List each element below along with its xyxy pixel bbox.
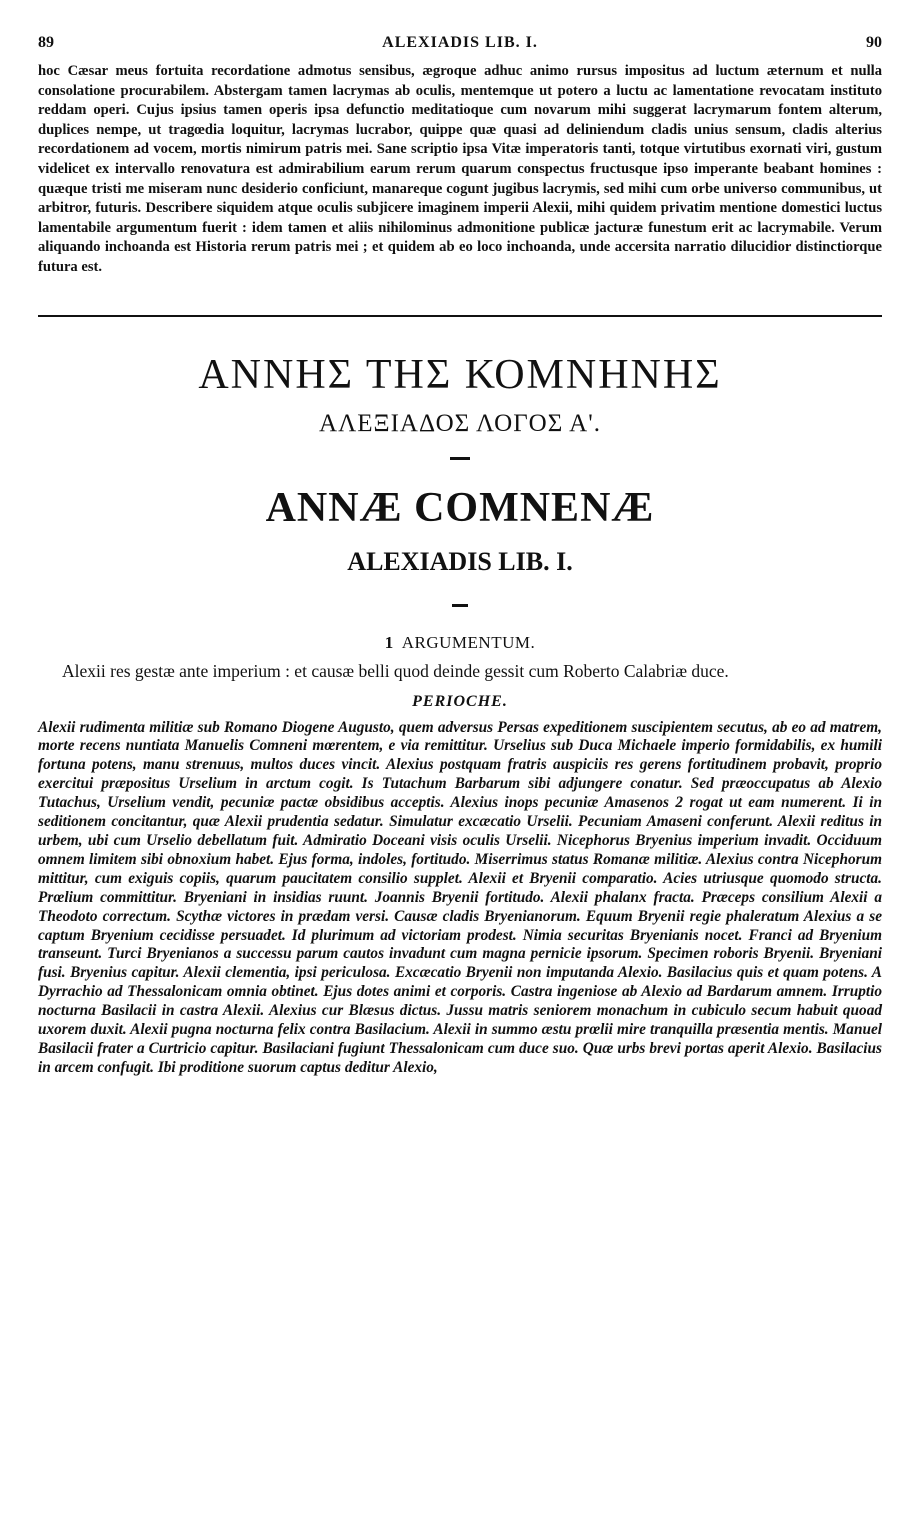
argument-text: Alexii res gestæ ante imperium : et causæ belli quod deinde gessit cum Roberto Calabriæ duce. <box>62 660 729 681</box>
argument-label: ARGUMENTUM. <box>401 632 536 652</box>
greek-title: ΑΝΝΗΣ ΤΗΣ ΚΟΜΝΗΝΗΣ <box>198 351 722 398</box>
running-head <box>38 34 882 56</box>
subtitle-dash <box>452 604 468 607</box>
page <box>38 34 882 1078</box>
latin-title: ANNÆ COMNENÆ <box>265 484 655 531</box>
argument-heading <box>38 633 882 653</box>
running-title: ALEXIADIS LIB. I. <box>382 34 538 51</box>
latin-subtitle: ALEXIADIS LIB. I. <box>347 546 573 576</box>
perioche-heading: PERIOCHE. <box>412 692 508 710</box>
title-dash <box>450 457 470 460</box>
page-number-left: 89 <box>38 34 54 51</box>
page-number-right: 90 <box>866 34 882 51</box>
intro-paragraph: hoc Cæsar meus fortuita recordatione admotus sensibus, ægroque adhuc animo rursus impositus ad luctum æternum et nulla consolatione procurabilem. Abstergam tamen lacrymas ab oculis, mentemque ut potero a luctu ac lamentatione revocatam instituto reddam operi. Cujus ipsius tamen operis ipsa defunctio meditatioque cum novarum mihi suggerat lacrymarum fontem alterum, duplices nempe, ut tragœdia loquitur, lacrymas lucrabor, quippe quæ quasi ad deliniendum cladis unius sensum, cladis alterius recordationem ad vocem, mortis nimirum patris mei. Sane scriptio ipsa Vitæ imperatoris tanti, totque virtutibus exornati viri, gustum videlicet ex intervallo renovatura est admirabilium earum rerum quarum conspectus fructusque ipso imperante beabant homines : quæque tristi me miseram nunc desiderio conficiunt, manareque cogunt jugibus lacrymis, sed mihi cum orbe universo communibus, ut arbitror, futuris. Describere siquidem atque oculis subjicere imaginem imperii Alexii, mihi quidem privatim mentione domestici luctus lamentabile argumentum fuerit : idem tamen et aliis nihilominus admonitione publicæ jacturæ funestum erit ac lacrymabile. Verum aliquando inchoanda est Historia rerum patris mei ; et quidem ab eo loco inchoanda, unde accersita narratio dilucidior distinctiorque futura est. <box>38 63 882 275</box>
perioche-text: Alexii rudimenta militiæ sub Romano Diogene Augusto, quem adversus Persas expeditionem suscipientem secutus, ab eo ad matrem, morte recens nuntiata Manuelis Comneni mœrentem, e via remittitur. Urselius sub Duca Michaele imperio formidabilis, ex humili fortuna potens, manu strenuus, multos duces vincit. Alexius postquam fratris auspiciis res gerens fortitudinem probavit, proprio exercitui præpositus Urselium in arctum cogit. Is Tutachum Barbarum sibi adjungere conatur. Sed præoccupatus ab Alexio Tutachus, Urselium vendit, pecuniæ pactæ obsidibus acceptis. Alexius inops pecuniæ Amasenos 2 rogat ut eam numerent. Ii in seditionem concitantur, quæ Alexii prudentia sedatur. Simulatur excæcatio Urselii. Pecuniam Amaseni conferunt. Alexii reditus in urbem, ubi cum Urselio debellatum fuit. Admiratio Doceani visis oculis Urselii. Nicephorus Bryenius imperium invadit. Occiduum omnem limitem sibi obnoxium habet. Ejus forma, indoles, fortitudo. Miserrimus status Romanæ militiæ. Alexius contra Nicephorum mittitur, cum exiguis copiis, quarum paucitatem consilio supplet. Alexii et Bryenii comparatio. Acies utriusque quomodo structa. Prœlium committitur. Bryeniani in insidias ruunt. Joannis Bryenii fortitudo. Alexii phalanx fracta. Præceps consilium Alexii a Theodoto correctum. Scythæ victores in prædam versi. Causæ cladis Bryenianorum. Equum Bryenii regie phaleratum Alexius a se captum Bryenium cecidisse persuadet. Id plurimum ad victoriam prodest. Nimia securitas Bryenianis nocet. Franci ad Bryenium transeunt. Turci Bryenianos a successu parum cautos invadunt cum magna pernicie ipsorum. Specimen roboris Bryenii. Bryeniani fusi. Bryenius capitur. Alexii clementia, ipsi periculosa. Excæcatio Bryenii non imputanda Alexio. Basilacius quis et quam potens. A Dyrrachio ad Thessalonicam omnia obtinet. Ejus dotes animi et corporis. Castra ingeniose ab Alexio ad Bardarum amnem. Irruptio nocturna Basilacii in castra Alexii. Alexius cur Blæsus dictus. Jussu matris seniorem monachum in cubiculo secum habuit quoad uxorem duxit. Alexii pugna nocturna felix contra Basilacium. Alexii in summo æstu prœlii mire tranquilla præsentia mentis. Manuel Basilacii frater a Curtricio capitur. Basilaciani fugiunt Thessalonicam cum duce suo. Quæ urbs brevi portas aperit Alexio. Basilacius in arcem confugit. Ibi proditione suorum captus deditur Alexio, <box>38 718 882 1076</box>
section-divider <box>38 315 882 317</box>
argument-number: 1 <box>384 632 394 652</box>
greek-subtitle: ΑΛΕΞΙΑΔΟΣ ΛΟΓΟΣ Α'. <box>319 409 601 437</box>
